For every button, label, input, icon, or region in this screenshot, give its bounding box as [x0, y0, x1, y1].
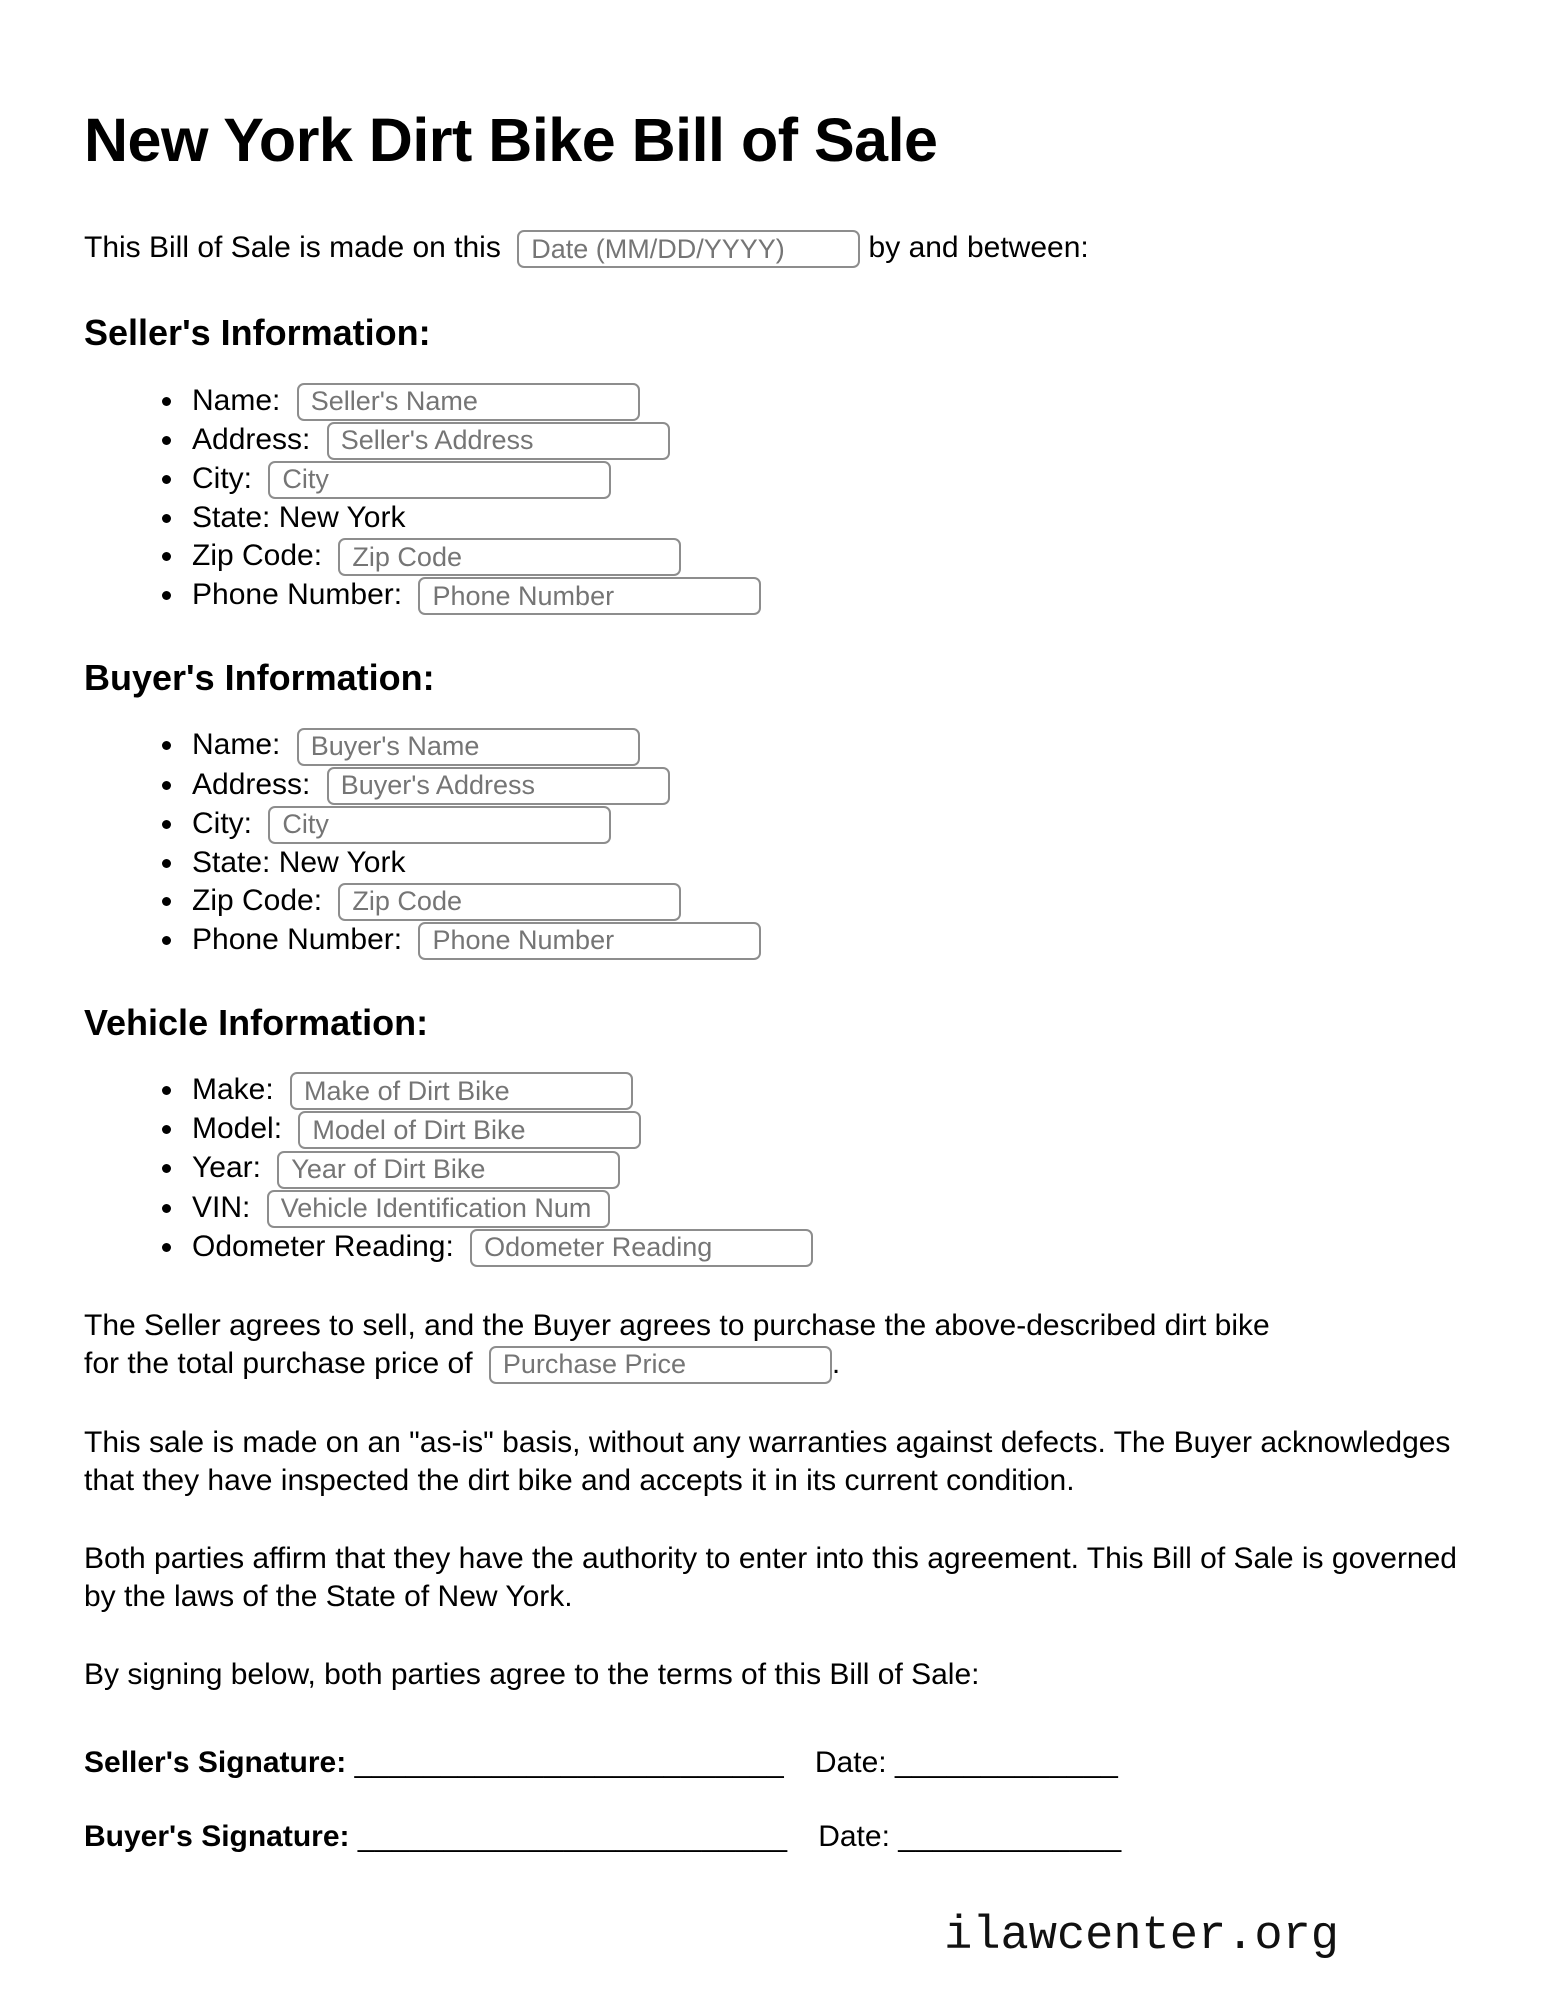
seller-name-label: Name:: [192, 383, 281, 417]
vehicle-vin-row: [186, 1189, 1470, 1228]
intro-text-before: This Bill of Sale is made on this: [84, 231, 501, 265]
buyer-name-input[interactable]: [297, 728, 640, 766]
intro-paragraph: [84, 226, 1470, 270]
buyer-address-label: Address:: [192, 767, 311, 801]
seller-phone-label: Phone Number:: [192, 578, 403, 612]
buyer-city-input[interactable]: [268, 806, 611, 844]
seller-name-row: [186, 382, 1470, 421]
vehicle-odometer-input[interactable]: [470, 1229, 813, 1267]
seller-address-input[interactable]: [327, 422, 670, 460]
buyer-zip-label: Zip Code:: [192, 883, 323, 917]
vehicle-year-label: Year:: [192, 1151, 261, 1185]
buyer-phone-label: Phone Number:: [192, 922, 403, 956]
vehicle-field-list: [84, 1071, 1470, 1266]
vehicle-odometer-label: Odometer Reading:: [192, 1229, 454, 1263]
seller-name-input[interactable]: [297, 383, 640, 421]
seller-signature-line: _________________________: [354, 1745, 785, 1779]
seller-field-list: [84, 382, 1470, 615]
vehicle-odometer-row: [186, 1228, 1470, 1267]
vehicle-make-label: Make:: [192, 1073, 274, 1107]
buyer-city-row: [186, 805, 1470, 844]
buyer-phone-row: [186, 921, 1470, 960]
seller-address-row: [186, 421, 1470, 460]
seller-phone-input[interactable]: [418, 577, 761, 615]
vehicle-model-label: Model:: [192, 1112, 283, 1146]
purchase-text-line2: for the total purchase price of: [84, 1346, 473, 1380]
seller-address-label: Address:: [192, 422, 311, 456]
vehicle-make-input[interactable]: [290, 1072, 633, 1110]
signature-block: [84, 1740, 1470, 1860]
purchase-text-line1: The Seller agrees to sell, and the Buyer agrees to purchase the above-described dirt bike: [84, 1308, 1270, 1342]
seller-zip-row: [186, 537, 1470, 576]
seller-phone-row: [186, 576, 1470, 615]
seller-city-row: [186, 460, 1470, 499]
buyer-zip-input[interactable]: [338, 883, 681, 921]
buyer-zip-row: [186, 882, 1470, 921]
buyer-signature-label: Buyer's Signature:: [84, 1819, 350, 1853]
buyer-state-row: [186, 844, 1470, 882]
buyer-phone-input[interactable]: [418, 922, 761, 960]
footer-site-name: ilawcenter.org: [944, 1910, 1339, 1963]
buyer-address-row: [186, 766, 1470, 805]
seller-state-label: State:: [192, 500, 271, 534]
buyer-field-list: [84, 726, 1470, 959]
buyer-name-label: Name:: [192, 728, 281, 762]
vehicle-vin-input[interactable]: [267, 1190, 610, 1228]
page-title: New York Dirt Bike Bill of Sale: [84, 106, 938, 174]
seller-city-input[interactable]: [268, 461, 611, 499]
seller-date-line: _____________: [894, 1745, 1119, 1779]
seller-state-row: [186, 499, 1470, 537]
vehicle-make-row: [186, 1071, 1470, 1110]
authority-paragraph: Both parties affirm that they have the authority to enter into this agreement. This Bill of Sale is governed by the laws of the State of New York.: [84, 1541, 1457, 1613]
buyer-date-label: Date:: [818, 1819, 890, 1853]
seller-section-heading: Seller's Information:: [84, 312, 431, 354]
buyer-state-value: New York: [278, 845, 406, 879]
seller-zip-input[interactable]: [338, 538, 681, 576]
seller-signature-row: [84, 1740, 1470, 1786]
date-input[interactable]: [517, 230, 860, 268]
vehicle-model-input[interactable]: [298, 1111, 641, 1149]
purchase-text-period: .: [831, 1346, 841, 1380]
seller-signature-label: Seller's Signature:: [84, 1745, 347, 1779]
purchase-paragraph: [84, 1307, 1470, 1384]
buyer-signature-row: [84, 1814, 1470, 1860]
buyer-date-line: _____________: [898, 1819, 1122, 1853]
vehicle-year-row: [186, 1149, 1470, 1188]
seller-city-label: City:: [192, 461, 252, 495]
buyer-section-heading: Buyer's Information:: [84, 657, 435, 699]
vehicle-section-heading: Vehicle Information:: [84, 1001, 429, 1043]
intro-text-after: by and between:: [868, 231, 1089, 265]
seller-state-value: New York: [278, 500, 406, 534]
vehicle-model-row: [186, 1110, 1470, 1149]
buyer-signature-line: _________________________: [357, 1819, 788, 1853]
seller-zip-label: Zip Code:: [192, 538, 323, 572]
by-signing-paragraph: By signing below, both parties agree to the terms of this Bill of Sale:: [84, 1657, 980, 1691]
as-is-paragraph: This sale is made on an "as-is" basis, without any warranties against defects. The Buyer acknowledges that they have inspected the dirt bike and accepts it in its current condition.: [84, 1425, 1451, 1497]
seller-date-label: Date:: [814, 1745, 887, 1779]
buyer-city-label: City:: [192, 806, 252, 840]
purchase-price-input[interactable]: [489, 1346, 832, 1384]
vehicle-year-input[interactable]: [277, 1151, 620, 1189]
buyer-name-row: [186, 726, 1470, 765]
buyer-address-input[interactable]: [327, 767, 670, 805]
buyer-state-label: State:: [192, 845, 271, 879]
vehicle-vin-label: VIN:: [192, 1190, 251, 1224]
